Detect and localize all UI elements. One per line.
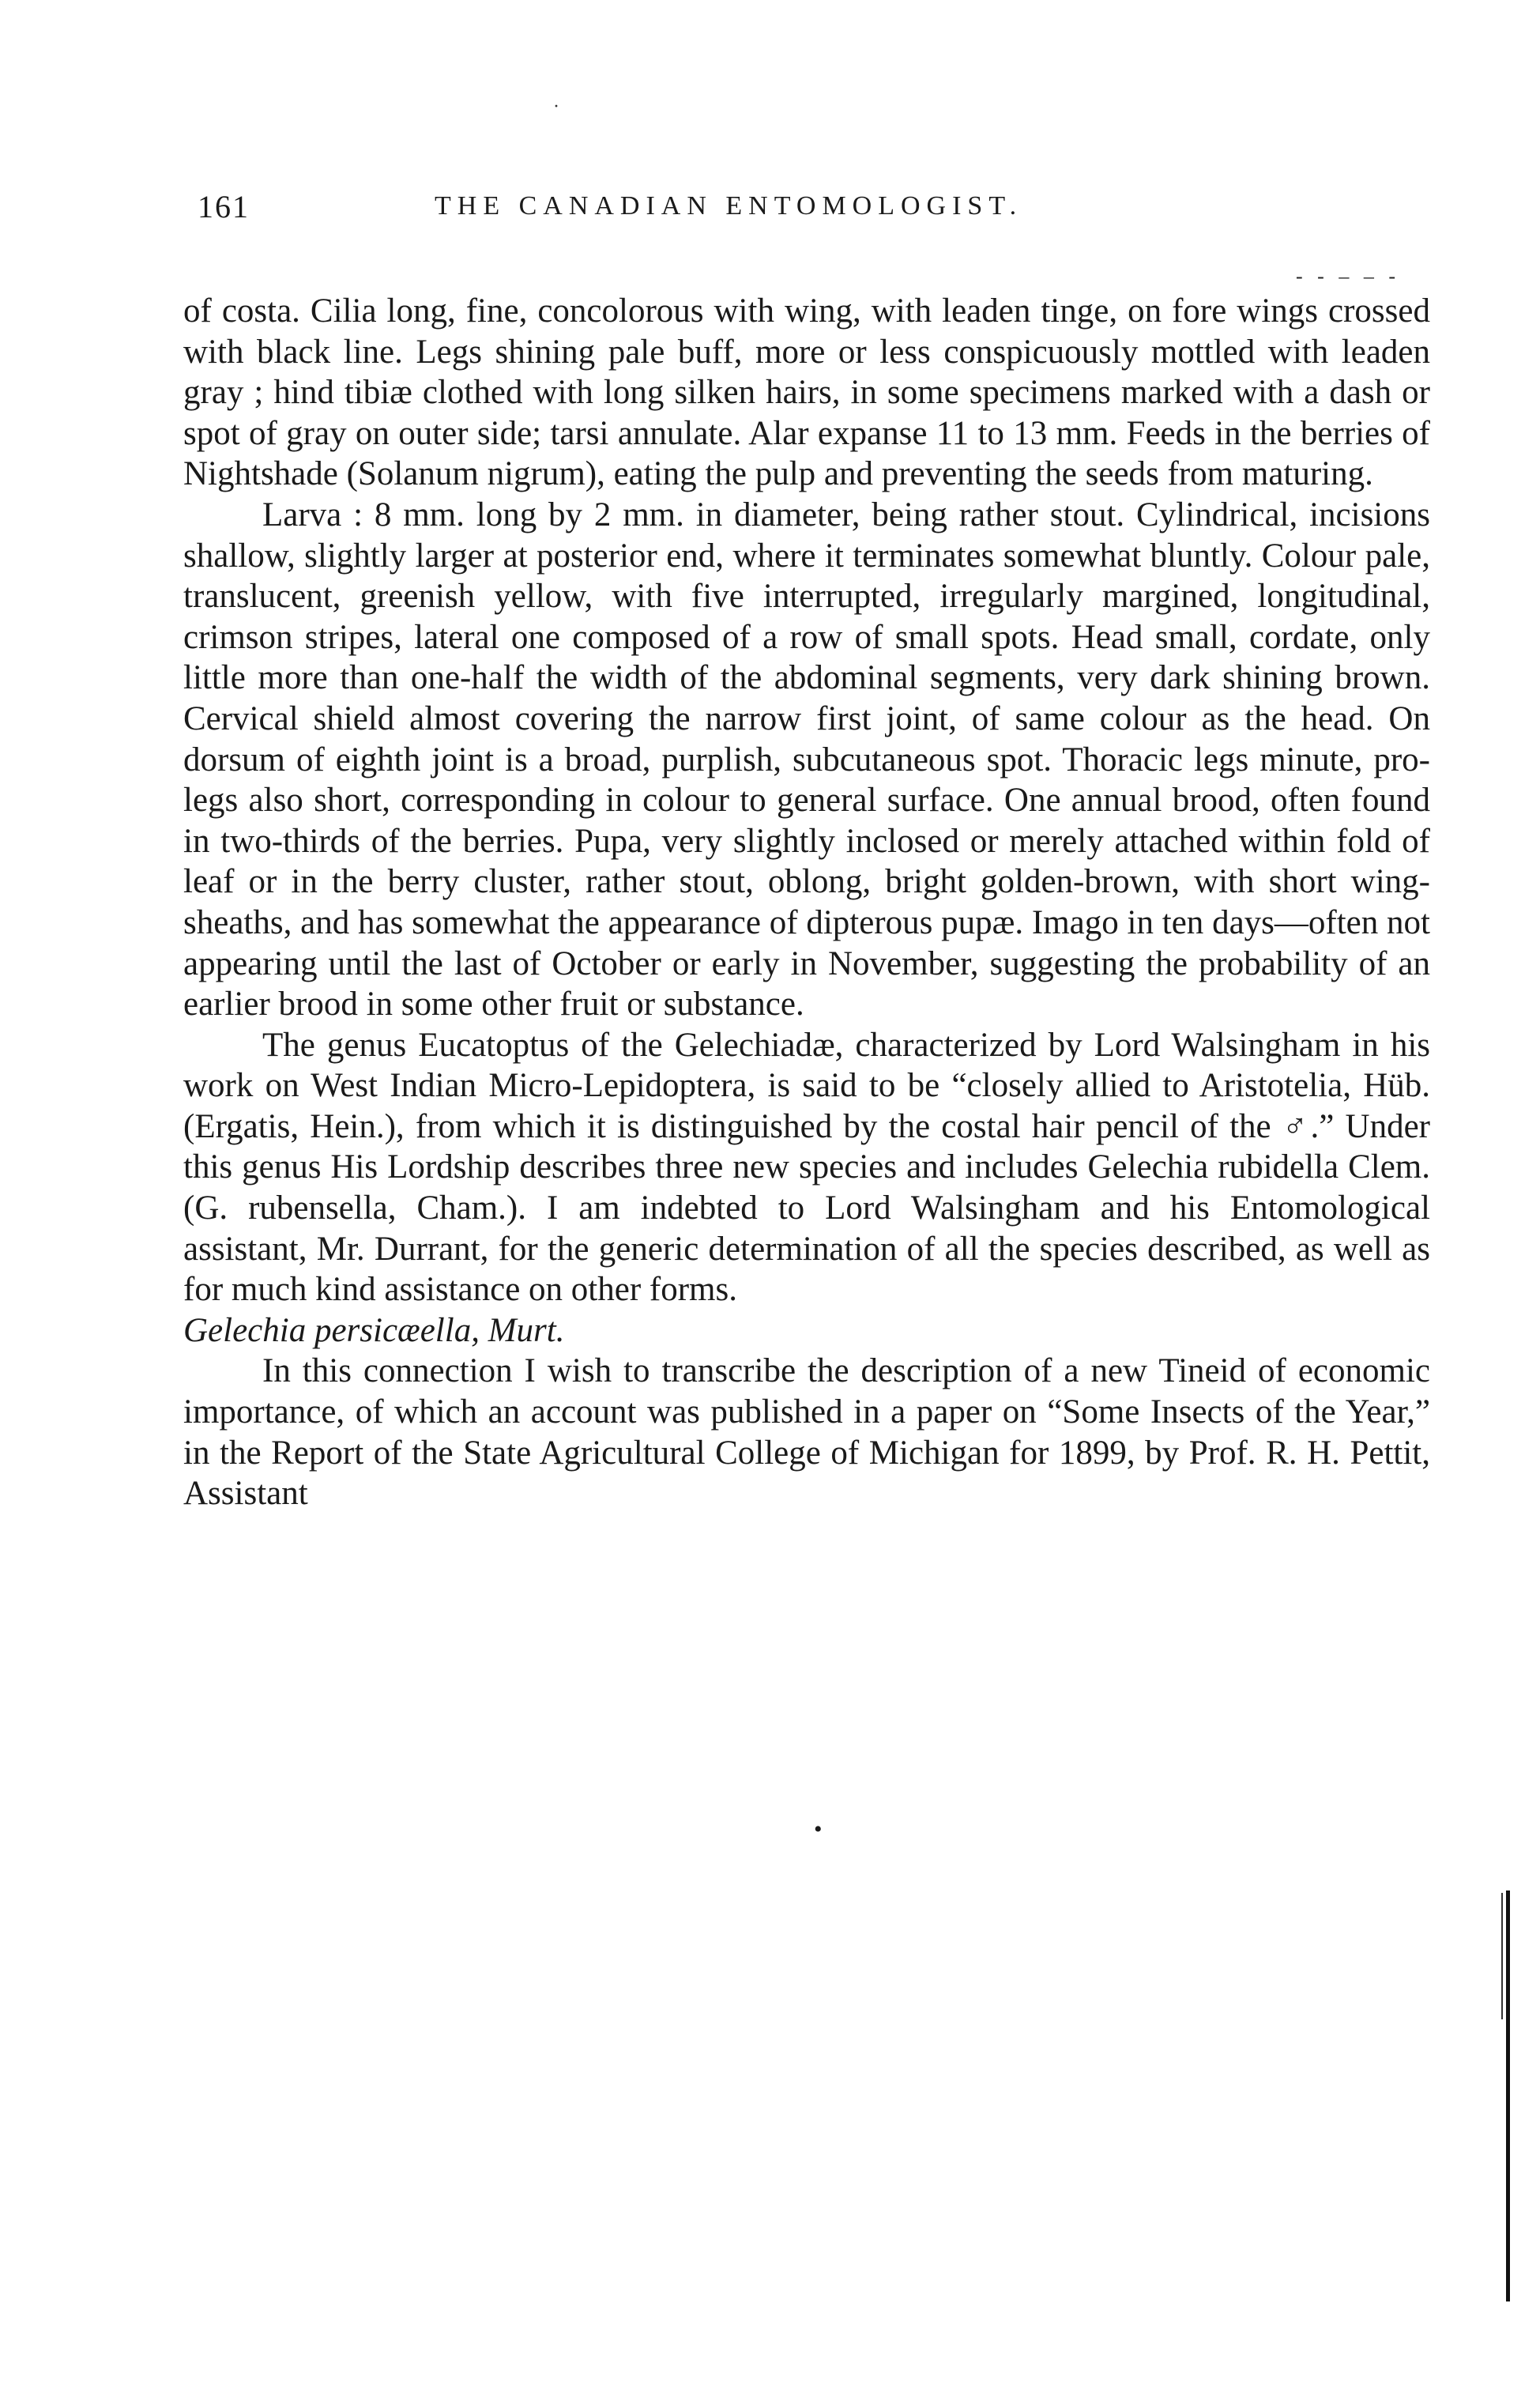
body-text bbox=[183, 291, 1430, 1514]
binding-edge-line-thin bbox=[1501, 1893, 1503, 2019]
paragraph-genus-eucatoptus: The genus Eucatoptus of the Gelechiadæ, characterized by Lord Walsingham in his work on West Indian Micro-Lepidoptera, is said to be “closely allied to Aristotelia, Hüb. (Ergatis, Hein.), from which it is distinguished by the costal hair pencil of the ♂.” Under this genus His Lordship describes three new species and includes Gelechia rubidella Clem. (G. rubensella, Cham.). I am indebted to Lord Walsingham and his Entomological assistant, Mr. Durrant, for the generic determination of all the species described, as well as for much kind assistance on other forms. bbox=[183, 1026, 1430, 1309]
paragraph-new-tineid: In this connection I wish to transcribe the description of a new Tineid of economic importance, of which an account was published in a paper on “Some Insects of the Year,” in the Report of the State Agricultural College of Michigan for 1899, by Prof. R. H. Pettit, Assistant bbox=[183, 1352, 1430, 1513]
paragraph-adult-description: of costa. Cilia long, fine, concolorous with wing, with leaden tinge, on fore wings crossed with black line. Legs shining pale buff, more or less conspicuously mottled with leaden gray ; hind tibiæ clothed with long silken hairs, in some specimens marked with a dash or spot of gray on outer side; tarsi annulate. Alar expanse 11 to 13 mm. Feeds in the berries of Nightshade (Solanum nigrum), eating the pulp and preventing the seeds from maturing. bbox=[183, 292, 1430, 493]
paragraph-larva-description: Larva : 8 mm. long by 2 mm. in diameter, being rather stout. Cylindrical, incisions shallow, slightly larger at posterior end, where it terminates somewhat bluntly. Colour pale, translucent, greenish yellow, with five interrupted, irregularly margined, longitudinal, crimson stripes, lateral one composed of a row of small spots. Head small, cordate, only little more than one-half the width of the abdominal segments, very dark shining brown. Cervical shield almost covering the narrow first joint, of same colour as the head. On dorsum of eighth joint is a broad, purplish, subcutaneous spot. Thoracic legs minute, pro-legs also short, corresponding in colour to general surface. One annual brood, often found in two-thirds of the berries. Pupa, very slightly inclosed or merely attached within fold of leaf or in the berry cluster, rather stout, oblong, bright golden-brown, with short wing-sheaths, and has somewhat the appearance of dipterous pupæ. Imago in ten days—often not appearing until the last of October or early in November, suggesting the probability of an earlier brood in some other fruit or substance. bbox=[183, 496, 1430, 1023]
printer-mark: · bbox=[553, 96, 559, 117]
binding-edge-line bbox=[1506, 1891, 1510, 2301]
stray-dot: • bbox=[814, 1816, 823, 1842]
page-header bbox=[198, 188, 1430, 236]
header-rule-marks: - - ‒ ‒ - bbox=[1296, 265, 1400, 288]
page-number: 161 bbox=[198, 189, 250, 224]
running-head: THE CANADIAN ENTOMOLOGIST. bbox=[435, 191, 1023, 221]
species-heading: Gelechia persicæella, Murt. bbox=[183, 1311, 565, 1349]
